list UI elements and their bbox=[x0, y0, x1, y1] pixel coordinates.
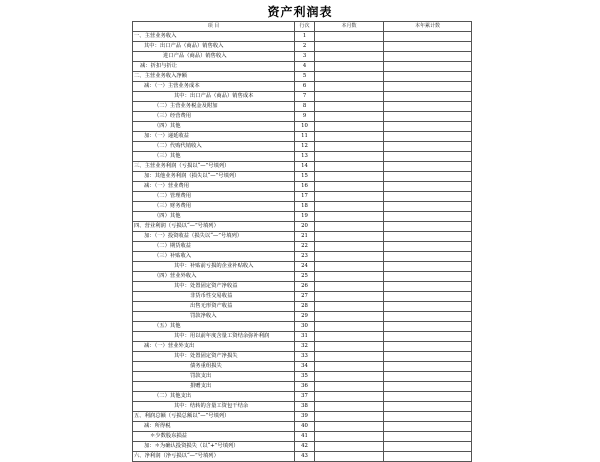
table-row bbox=[133, 172, 472, 182]
line-number: 40 bbox=[295, 422, 315, 432]
current-month-cell[interactable] bbox=[315, 142, 384, 152]
year-to-date-cell[interactable] bbox=[384, 192, 472, 202]
line-number: 14 bbox=[295, 162, 315, 172]
line-number: 16 bbox=[295, 182, 315, 192]
current-month-cell[interactable] bbox=[315, 402, 384, 412]
line-number: 43 bbox=[295, 452, 315, 462]
line-number: 35 bbox=[295, 372, 315, 382]
year-to-date-cell[interactable] bbox=[384, 382, 472, 392]
year-to-date-cell[interactable] bbox=[384, 422, 472, 432]
table-row bbox=[133, 142, 472, 152]
year-to-date-cell[interactable] bbox=[384, 412, 472, 422]
line-item-label: （三）经营费用 bbox=[133, 112, 295, 122]
line-number: 36 bbox=[295, 382, 315, 392]
line-number: 32 bbox=[295, 342, 315, 352]
line-number: 18 bbox=[295, 202, 315, 212]
table-row bbox=[133, 342, 472, 352]
year-to-date-cell[interactable] bbox=[384, 342, 472, 352]
table-row bbox=[133, 312, 472, 322]
current-month-cell[interactable] bbox=[315, 132, 384, 142]
table-row bbox=[133, 42, 472, 52]
line-item-label: （二）其他支出 bbox=[133, 392, 295, 402]
year-to-date-cell[interactable] bbox=[384, 72, 472, 82]
year-to-date-cell[interactable] bbox=[384, 122, 472, 132]
table-row bbox=[133, 322, 472, 332]
line-number: 38 bbox=[295, 402, 315, 412]
line-item-label: 其中：出口产品（商品）销售成本 bbox=[133, 92, 295, 102]
table-row bbox=[133, 222, 472, 232]
line-number: 15 bbox=[295, 172, 315, 182]
year-to-date-cell[interactable] bbox=[384, 162, 472, 172]
row-number-column-header: 行次 bbox=[295, 22, 315, 32]
table-row bbox=[133, 272, 472, 282]
line-number: 4 bbox=[295, 62, 315, 72]
year-to-date-cell[interactable] bbox=[384, 322, 472, 332]
line-number: 42 bbox=[295, 442, 315, 452]
current-month-cell[interactable] bbox=[315, 382, 384, 392]
current-month-cell[interactable] bbox=[315, 442, 384, 452]
line-item-label: （三）其他 bbox=[133, 152, 295, 162]
line-item-label: 加：其他业务利润（损失以“—”号填列） bbox=[133, 172, 295, 182]
current-month-cell[interactable] bbox=[315, 72, 384, 82]
line-number: 10 bbox=[295, 122, 315, 132]
current-month-column-header: 本月数 bbox=[315, 22, 384, 32]
current-month-cell[interactable] bbox=[315, 332, 384, 342]
table-row bbox=[133, 452, 472, 462]
current-month-cell[interactable] bbox=[315, 322, 384, 332]
current-month-cell[interactable] bbox=[315, 242, 384, 252]
table-row bbox=[133, 402, 472, 412]
table-row bbox=[133, 382, 472, 392]
table-row bbox=[133, 252, 472, 262]
current-month-cell[interactable] bbox=[315, 392, 384, 402]
current-month-cell[interactable] bbox=[315, 262, 384, 272]
line-number: 19 bbox=[295, 212, 315, 222]
line-item-label: 减：所得税 bbox=[133, 422, 295, 432]
line-number: 20 bbox=[295, 222, 315, 232]
line-item-label: 二、主营业务收入净额 bbox=[133, 72, 295, 82]
current-month-cell[interactable] bbox=[315, 432, 384, 442]
year-to-date-cell[interactable] bbox=[384, 182, 472, 192]
line-number: 29 bbox=[295, 312, 315, 322]
line-item-label: 三、主营业务利润（亏损以“—”号填列） bbox=[133, 162, 295, 172]
line-item-label: 非货币性交易收益 bbox=[133, 292, 295, 302]
current-month-cell[interactable] bbox=[315, 122, 384, 132]
table-row bbox=[133, 182, 472, 192]
table-row bbox=[133, 202, 472, 212]
current-month-cell[interactable] bbox=[315, 302, 384, 312]
line-number: 17 bbox=[295, 192, 315, 202]
current-month-cell[interactable] bbox=[315, 152, 384, 162]
line-item-label: （二）期货收益 bbox=[133, 242, 295, 252]
table-row bbox=[133, 52, 472, 62]
line-item-label: （二）管理费用 bbox=[133, 192, 295, 202]
line-item-label: 加：（一）递延收益 bbox=[133, 132, 295, 142]
year-to-date-cell[interactable] bbox=[384, 82, 472, 92]
line-number: 12 bbox=[295, 142, 315, 152]
year-to-date-cell[interactable] bbox=[384, 402, 472, 412]
year-to-date-cell[interactable] bbox=[384, 352, 472, 362]
table-row bbox=[133, 122, 472, 132]
current-month-cell[interactable] bbox=[315, 92, 384, 102]
line-item-label: （二）代购代销收入 bbox=[133, 142, 295, 152]
table-body bbox=[133, 32, 472, 462]
line-number: 2 bbox=[295, 42, 315, 52]
current-month-cell[interactable] bbox=[315, 162, 384, 172]
line-number: 8 bbox=[295, 102, 315, 112]
year-to-date-cell[interactable] bbox=[384, 452, 472, 462]
line-number: 31 bbox=[295, 332, 315, 342]
year-to-date-cell[interactable] bbox=[384, 232, 472, 242]
year-to-date-cell[interactable] bbox=[384, 32, 472, 42]
line-item-label: （五）其他 bbox=[133, 322, 295, 332]
year-to-date-cell[interactable] bbox=[384, 142, 472, 152]
item-column-header: 项 目 bbox=[133, 22, 295, 32]
line-item-label: 一、主营业务收入 bbox=[133, 32, 295, 42]
line-number: 28 bbox=[295, 302, 315, 312]
table-row bbox=[133, 62, 472, 72]
current-month-cell[interactable] bbox=[315, 102, 384, 112]
line-item-label: 四、营业利润（亏损以“—”号填列） bbox=[133, 222, 295, 232]
current-month-cell[interactable] bbox=[315, 172, 384, 182]
line-number: 21 bbox=[295, 232, 315, 242]
year-to-date-cell[interactable] bbox=[384, 202, 472, 212]
table-header-row bbox=[133, 22, 472, 32]
year-to-date-cell[interactable] bbox=[384, 242, 472, 252]
year-to-date-cell[interactable] bbox=[384, 432, 472, 442]
line-item-label: 罚款支出 bbox=[133, 372, 295, 382]
line-number: 25 bbox=[295, 272, 315, 282]
current-month-cell[interactable] bbox=[315, 292, 384, 302]
table-row bbox=[133, 392, 472, 402]
line-number: 13 bbox=[295, 152, 315, 162]
line-item-label: （四）其他 bbox=[133, 212, 295, 222]
table-row bbox=[133, 432, 472, 442]
year-to-date-cell[interactable] bbox=[384, 282, 472, 292]
line-item-label: ＊少数股东损益 bbox=[133, 432, 295, 442]
line-item-label: 六、净利润（净亏损以“—”号填列） bbox=[133, 452, 295, 462]
year-to-date-cell[interactable] bbox=[384, 172, 472, 182]
line-number: 30 bbox=[295, 322, 315, 332]
line-number: 33 bbox=[295, 352, 315, 362]
current-month-cell[interactable] bbox=[315, 422, 384, 432]
year-to-date-cell[interactable] bbox=[384, 52, 472, 62]
line-item-label: （四）其他 bbox=[133, 122, 295, 132]
table-row bbox=[133, 92, 472, 102]
line-number: 23 bbox=[295, 252, 315, 262]
current-month-cell[interactable] bbox=[315, 252, 384, 262]
table-row bbox=[133, 372, 472, 382]
year-to-date-column-header: 本年累计数 bbox=[384, 22, 472, 32]
current-month-cell[interactable] bbox=[315, 352, 384, 362]
current-month-cell[interactable] bbox=[315, 312, 384, 322]
table-row bbox=[133, 282, 472, 292]
line-item-label: 进口产品（商品）销售收入 bbox=[133, 52, 295, 62]
table-row bbox=[133, 422, 472, 432]
current-month-cell[interactable] bbox=[315, 52, 384, 62]
year-to-date-cell[interactable] bbox=[384, 112, 472, 122]
current-month-cell[interactable] bbox=[315, 232, 384, 242]
year-to-date-cell[interactable] bbox=[384, 372, 472, 382]
table-row bbox=[133, 82, 472, 92]
year-to-date-cell[interactable] bbox=[384, 252, 472, 262]
year-to-date-cell[interactable] bbox=[384, 152, 472, 162]
line-item-label: 减：（一）营业外支出 bbox=[133, 342, 295, 352]
line-number: 39 bbox=[295, 412, 315, 422]
year-to-date-cell[interactable] bbox=[384, 62, 472, 72]
line-item-label: 其中：出口产品（商品）销售收入 bbox=[133, 42, 295, 52]
year-to-date-cell[interactable] bbox=[384, 392, 472, 402]
line-item-label: 减：（一）主营业务成本 bbox=[133, 82, 295, 92]
current-month-cell[interactable] bbox=[315, 412, 384, 422]
table-row bbox=[133, 302, 472, 312]
current-month-cell[interactable] bbox=[315, 62, 384, 72]
line-item-label: 减：折扣与折让 bbox=[133, 62, 295, 72]
table-row bbox=[133, 242, 472, 252]
line-item-label: 捐赠支出 bbox=[133, 382, 295, 392]
year-to-date-cell[interactable] bbox=[384, 262, 472, 272]
line-item-label: 其中：结转的含量工资包干结余 bbox=[133, 402, 295, 412]
line-item-label: 加：＊为确认投资损失（以“+”号填列） bbox=[133, 442, 295, 452]
line-number: 24 bbox=[295, 262, 315, 272]
current-month-cell[interactable] bbox=[315, 182, 384, 192]
line-number: 9 bbox=[295, 112, 315, 122]
current-month-cell[interactable] bbox=[315, 42, 384, 52]
report-title: 资产利润表 bbox=[267, 5, 333, 19]
current-month-cell[interactable] bbox=[315, 372, 384, 382]
current-month-cell[interactable] bbox=[315, 342, 384, 352]
table-row bbox=[133, 32, 472, 42]
table-row bbox=[133, 292, 472, 302]
line-number: 3 bbox=[295, 52, 315, 62]
year-to-date-cell[interactable] bbox=[384, 42, 472, 52]
line-number: 7 bbox=[295, 92, 315, 102]
line-number: 34 bbox=[295, 362, 315, 372]
line-item-label: 五、利润总额（亏损总额以“—”号填列） bbox=[133, 412, 295, 422]
table-row bbox=[133, 352, 472, 362]
current-month-cell[interactable] bbox=[315, 362, 384, 372]
line-item-label: 其中：补贴前亏损的企业补贴收入 bbox=[133, 262, 295, 272]
table-row bbox=[133, 192, 472, 202]
table-row bbox=[133, 332, 472, 342]
table-row bbox=[133, 132, 472, 142]
line-item-label: 其中：处置固定资产净损失 bbox=[133, 352, 295, 362]
line-item-label: 加：（一）投资收益（损失以“—”号填列） bbox=[133, 232, 295, 242]
year-to-date-cell[interactable] bbox=[384, 272, 472, 282]
year-to-date-cell[interactable] bbox=[384, 102, 472, 112]
table-row bbox=[133, 212, 472, 222]
year-to-date-cell[interactable] bbox=[384, 292, 472, 302]
line-item-label: （三）补贴收入 bbox=[133, 252, 295, 262]
table-row bbox=[133, 162, 472, 172]
table-row bbox=[133, 112, 472, 122]
current-month-cell[interactable] bbox=[315, 82, 384, 92]
line-item-label: 其中：处置固定资产净收益 bbox=[133, 282, 295, 292]
line-item-label: 罚款净收入 bbox=[133, 312, 295, 322]
line-item-label: 债务重组损失 bbox=[133, 362, 295, 372]
current-month-cell[interactable] bbox=[315, 112, 384, 122]
line-item-label: 减：（一）营业费用 bbox=[133, 182, 295, 192]
current-month-cell[interactable] bbox=[315, 202, 384, 212]
line-number: 11 bbox=[295, 132, 315, 142]
year-to-date-cell[interactable] bbox=[384, 302, 472, 312]
table-row bbox=[133, 72, 472, 82]
current-month-cell[interactable] bbox=[315, 222, 384, 232]
year-to-date-cell[interactable] bbox=[384, 132, 472, 142]
line-number: 37 bbox=[295, 392, 315, 402]
current-month-cell[interactable] bbox=[315, 212, 384, 222]
year-to-date-cell[interactable] bbox=[384, 332, 472, 342]
line-item-label: （三）财务费用 bbox=[133, 202, 295, 212]
year-to-date-cell[interactable] bbox=[384, 92, 472, 102]
current-month-cell[interactable] bbox=[315, 192, 384, 202]
line-number: 5 bbox=[295, 72, 315, 82]
line-item-label: （二）主营业务税金及附加 bbox=[133, 102, 295, 112]
line-item-label: 其中：用以前年度含量工资结余弥补利润 bbox=[133, 332, 295, 342]
line-number: 41 bbox=[295, 432, 315, 442]
line-item-label: （四）营业外收入 bbox=[133, 272, 295, 282]
table-row bbox=[133, 152, 472, 162]
line-number: 22 bbox=[295, 242, 315, 252]
table-row bbox=[133, 362, 472, 372]
current-month-cell[interactable] bbox=[315, 282, 384, 292]
table-row bbox=[133, 262, 472, 272]
year-to-date-cell[interactable] bbox=[384, 362, 472, 372]
line-number: 6 bbox=[295, 82, 315, 92]
line-item-label: 出售无形资产收益 bbox=[133, 302, 295, 312]
year-to-date-cell[interactable] bbox=[384, 442, 472, 452]
year-to-date-cell[interactable] bbox=[384, 222, 472, 232]
table-row bbox=[133, 232, 472, 242]
line-number: 27 bbox=[295, 292, 315, 302]
table-row bbox=[133, 102, 472, 112]
table-row bbox=[133, 412, 472, 422]
year-to-date-cell[interactable] bbox=[384, 212, 472, 222]
income-statement-table bbox=[132, 21, 472, 462]
current-month-cell[interactable] bbox=[315, 272, 384, 282]
current-month-cell[interactable] bbox=[315, 452, 384, 462]
line-number: 1 bbox=[295, 32, 315, 42]
line-number: 26 bbox=[295, 282, 315, 292]
current-month-cell[interactable] bbox=[315, 32, 384, 42]
year-to-date-cell[interactable] bbox=[384, 312, 472, 322]
table-row bbox=[133, 442, 472, 452]
